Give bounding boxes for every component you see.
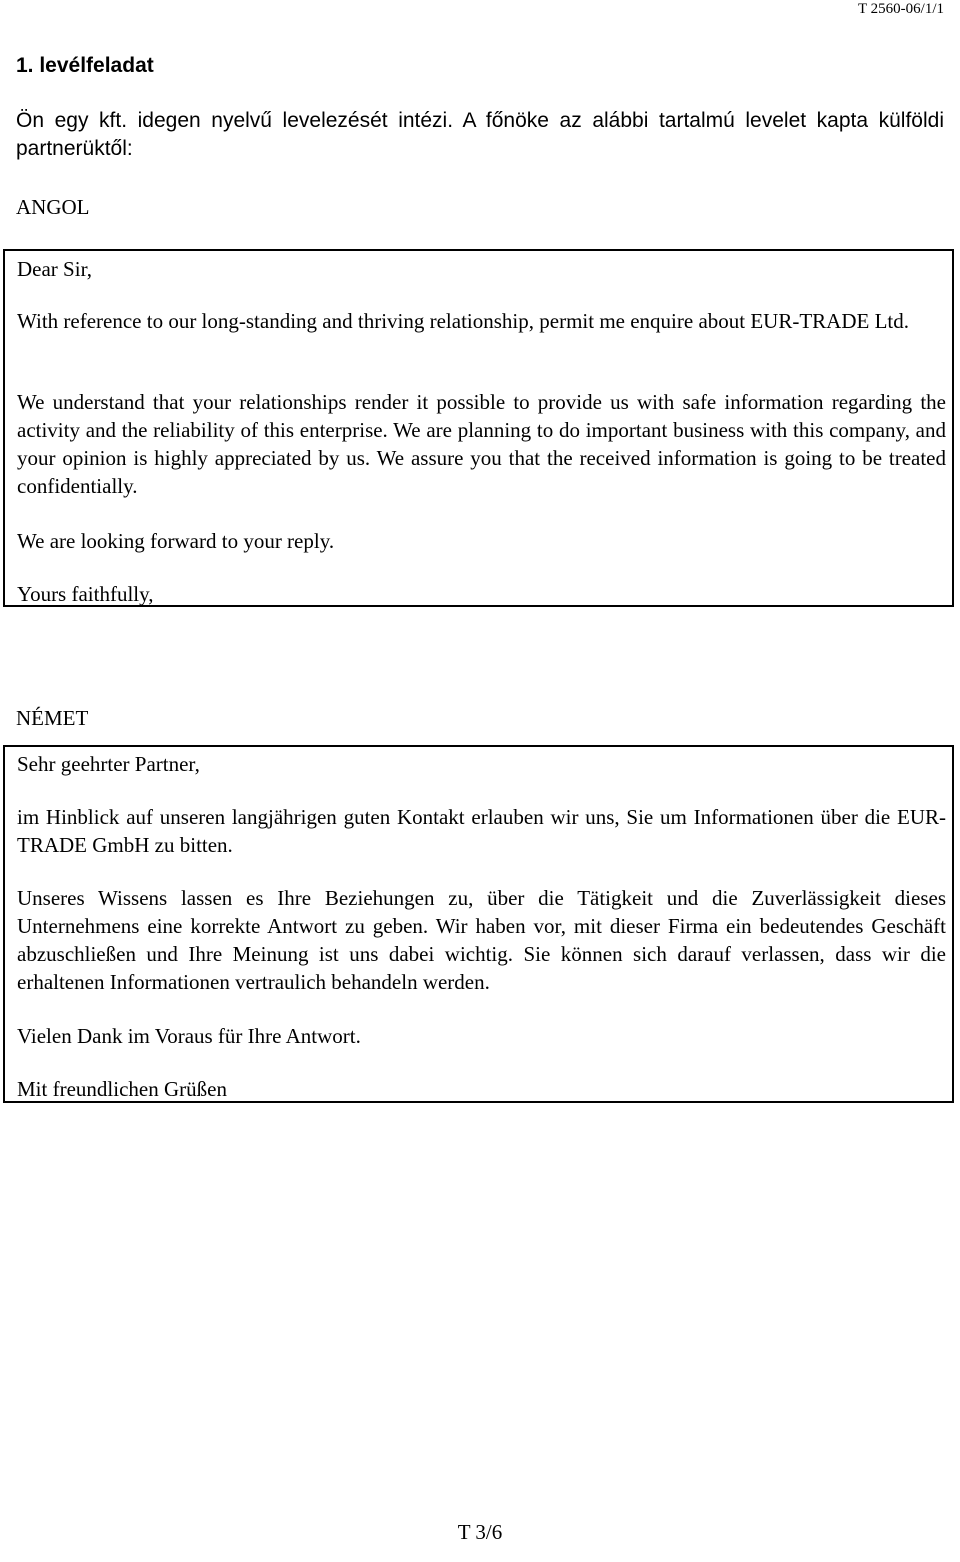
english-paragraph-1: With reference to our long-standing and thriving relationship, permit me enquire about EUR-TRADE Ltd.: [17, 309, 910, 333]
english-label: ANGOL: [16, 195, 90, 219]
document-code: T 2560-06/1/1: [858, 1, 944, 17]
english-sign-off: Yours faithfully,: [17, 582, 154, 606]
task-intro: Ön egy kft. idegen nyelvű levelezését intézi. A főnöke az alábbi tartalmú levelet kapta külföldi partnerüktől:: [16, 109, 944, 160]
english-paragraph-2: We understand that your relationships render it possible to provide us with safe information regarding the activity and the reliability of this enterprise. We are planning to do important business with this company, and your opinion is highly appreciated by us. We assure you that the received information is going to be treated confidentially.: [17, 390, 946, 498]
german-label: NÉMET: [16, 706, 89, 730]
page-number: T 3/6: [457, 1520, 503, 1544]
german-paragraph-1: im Hinblick auf unseren langjährigen guten Kontakt erlauben wir uns, Sie um Informationen über die EUR-TRADE GmbH zu bitten.: [17, 805, 946, 857]
task-title: 1. levélfeladat: [16, 54, 154, 77]
english-letter-box: [3, 249, 954, 607]
german-sign-off: Mit freundlichen Grüßen: [17, 1077, 227, 1101]
german-closing-line: Vielen Dank im Voraus für Ihre Antwort.: [17, 1024, 361, 1048]
german-paragraph-2: Unseres Wissens lassen es Ihre Beziehungen zu, über die Tätigkeit und die Zuverlässigkeit dieses Unternehmens eine korrekte Antwort zu geben. Wir haben vor, mit dieser Firma ein bedeutendes Geschäft abzuschließen und Ihre Meinung ist uns dabei wichtig. Sie können sich darauf verlassen, dass wir die erhaltenen Informationen vertraulich behandeln werden.: [17, 886, 946, 994]
german-letter-box: [3, 745, 954, 1103]
german-salutation: Sehr geehrter Partner,: [17, 752, 200, 776]
english-salutation: Dear Sir,: [17, 257, 92, 281]
english-closing-line: We are looking forward to your reply.: [17, 529, 335, 553]
